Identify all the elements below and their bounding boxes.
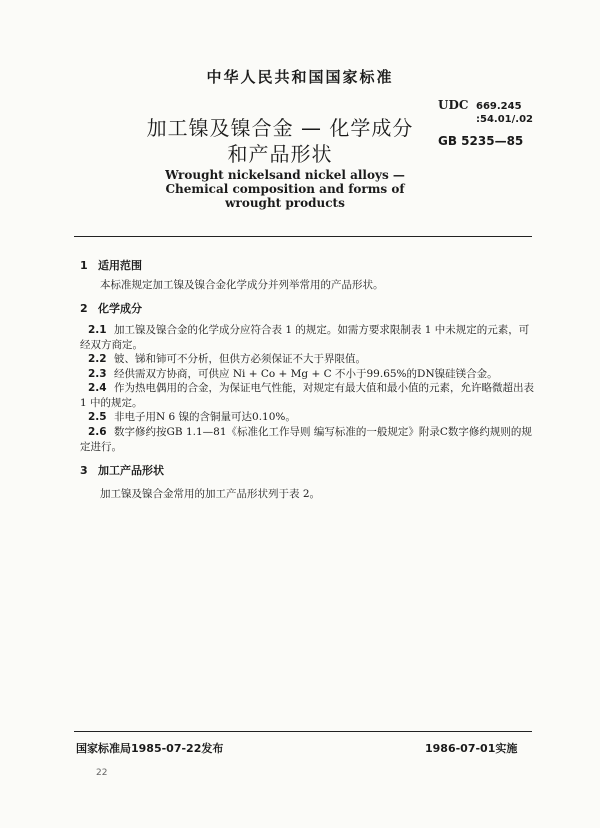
effective-date: 1986-07-01实施 bbox=[425, 742, 518, 755]
title-english-line2: Chemical composition and forms of bbox=[165, 182, 405, 196]
page-number: 22 bbox=[96, 768, 108, 778]
udc-code-line1: 669.245 bbox=[476, 101, 522, 112]
clause-2-4-number: 2.4 bbox=[88, 382, 107, 394]
section-2-number: 2 bbox=[80, 302, 88, 315]
clause-2-6-text: 数字修约按GB 1.1—81《标准化工作导则 编写标准的一般规定》附录C数字修约规则的规定进行。 bbox=[80, 426, 532, 453]
title-chinese-line2: 和产品形状 bbox=[227, 142, 333, 166]
clause-2-2-text: 铍、锑和铈可不分析，但供方必须保证不大于界限值。 bbox=[114, 353, 366, 365]
clause-2-4-text: 作为热电偶用的合金，为保证电气性能，对规定有最大值和最小值的元素，允许略微超出表 1 中的规定。 bbox=[80, 382, 534, 409]
clause-2-1-text: 加工镍及镍合金的化学成分应符合表 1 的规定。如需方要求限制表 1 中未规定的元素，可经双方商定。 bbox=[80, 324, 530, 351]
clause-2-3-text: 经供需双方协商，可供应 Ni + Co + Mg + C 不小于99.65%的DN镍硅镁合金。 bbox=[114, 368, 498, 380]
clause-2-4 bbox=[80, 381, 535, 411]
clause-2-5-number: 2.5 bbox=[88, 411, 107, 423]
clause-2-2 bbox=[80, 352, 535, 367]
clause-2-1 bbox=[80, 323, 535, 353]
section-3-number: 3 bbox=[80, 464, 88, 477]
clause-2-6 bbox=[80, 425, 535, 455]
section-2-heading bbox=[80, 300, 142, 316]
clause-2-5 bbox=[80, 410, 535, 425]
title-chinese-line1: 加工镍及镍合金 — 化学成分 bbox=[146, 116, 414, 140]
footer-divider bbox=[74, 731, 532, 732]
section-3-title: 加工产品形状 bbox=[98, 464, 164, 477]
title-english-line3: wrought products bbox=[225, 196, 345, 210]
section-1-number: 1 bbox=[80, 259, 88, 272]
section-2-title: 化学成分 bbox=[98, 302, 142, 315]
udc-label: UDC bbox=[438, 98, 469, 112]
header-divider bbox=[74, 236, 532, 237]
title-english-line1: Wrought nickelsand nickel alloys — bbox=[165, 168, 405, 182]
clause-2-1-number: 2.1 bbox=[88, 324, 107, 336]
clause-2-6-number: 2.6 bbox=[88, 426, 107, 438]
section-1-body: 本标准规定加工镍及镍合金化学成分并列举常用的产品形状。 bbox=[100, 279, 384, 291]
issuing-organization: 中华人民共和国国家标准 bbox=[206, 68, 394, 86]
section-1-heading bbox=[80, 257, 142, 273]
issue-date: 国家标准局1985-07-22发布 bbox=[76, 742, 224, 755]
section-3-heading bbox=[80, 462, 164, 478]
section-1-title: 适用范围 bbox=[98, 259, 142, 272]
section-3-body: 加工镍及镍合金常用的加工产品形状列于表 2。 bbox=[100, 488, 321, 500]
clause-2-3 bbox=[80, 367, 535, 382]
clause-2-2-number: 2.2 bbox=[88, 353, 107, 365]
gb-standard-number: GB 5235—85 bbox=[438, 134, 524, 148]
udc-code-line2: :54.01/.02 bbox=[476, 114, 533, 125]
clause-2-3-number: 2.3 bbox=[88, 368, 107, 380]
clause-2-5-text: 非电子用N 6 镍的含铜量可达0.10%。 bbox=[114, 411, 296, 423]
